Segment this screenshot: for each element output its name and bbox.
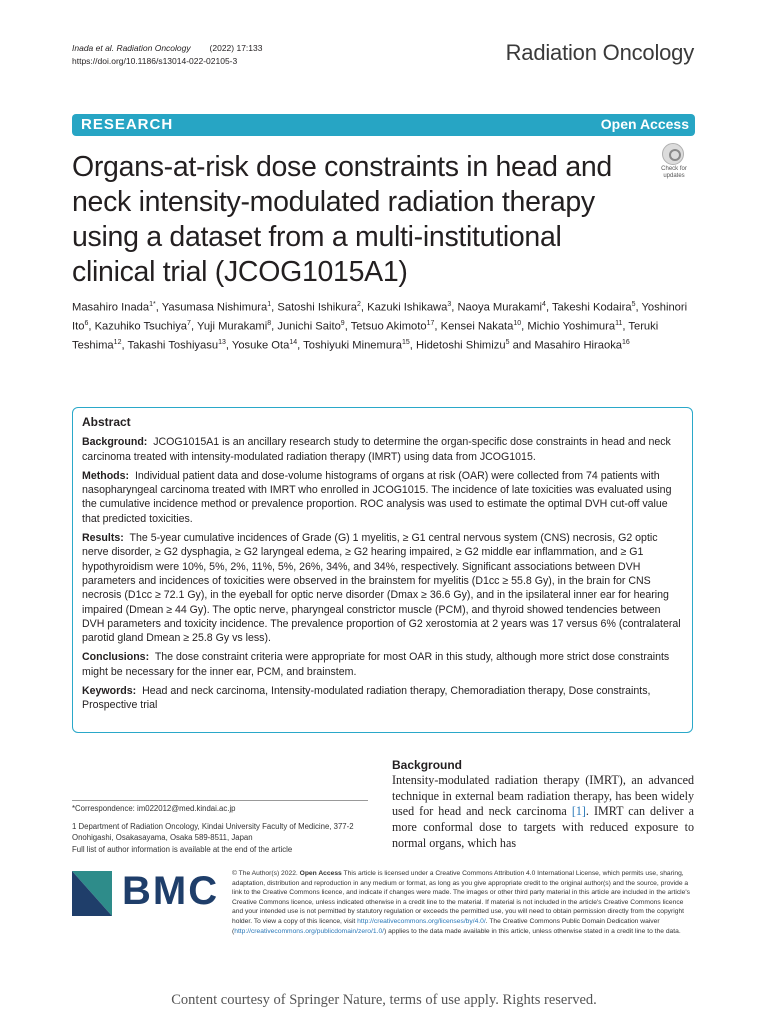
- abstract-section-text: The dose constraint criteria were appropriate for most OAR in this study, although more strict dose constraints might be necessary for the inner ear, PCM, and brainstem.: [82, 651, 670, 678]
- check-for-updates-label: Check for updates: [661, 166, 687, 179]
- citation-header: [72, 42, 262, 68]
- author-name[interactable]: Satoshi Ishikura: [277, 301, 357, 314]
- abstract-section-label: Background:: [82, 436, 148, 449]
- license-body: ) applies to the data made available in this article, unless otherwise stated in a credit line to the data.: [384, 927, 681, 935]
- author-name[interactable]: Takashi Toshiyasu: [127, 340, 219, 353]
- author-name[interactable]: Michio Yoshimura: [527, 320, 616, 333]
- author-affiliation-marker: 17: [426, 320, 435, 328]
- author-affiliation-marker: 6: [84, 320, 89, 328]
- correspondence-full-list: Full list of author information is available at the end of the article: [72, 844, 293, 854]
- citation-doi[interactable]: https://doi.org/10.1186/s13014-022-02105-3: [72, 56, 238, 66]
- author-list: Masahiro Inada$^{1*}$, Yasumasa Nishimura$^1$, Satoshi Ishikura$^2$, Kazuki Ishikawa$^3$, Naoya Murakami$^4$, Takeshi Kodaira$^5$, Yoshinori Ito$^6$, Kazuhiko Tsuchiya$^7$, Yuji Murakami$^8$, Junichi Saito$^9$, Tetsuo Akimoto$^{17}$, Kensei Nakata$^{10}$, Michio Yoshimura$^{11}$, Teruki Teshima$^{12}$, Takashi Toshiyasu$^{13}$, Yosuke Ota$^{14}$, Toshiyuki Minemura$^{15}$, Hidetoshi Shimizu$^5$ and Masahiro Hiraoka$^{16}$: [72, 301, 688, 353]
- author-affiliation-marker: 13: [218, 339, 226, 347]
- license-prefix: © The Author(s) 2022.: [232, 870, 298, 877]
- author-affiliation-marker: 14: [289, 339, 298, 347]
- author-name[interactable]: Yosuke Ota: [231, 340, 290, 353]
- author-name[interactable]: Masahiro Inada: [72, 301, 150, 314]
- correspondence-email[interactable]: *Correspondence: im022012@med.kindai.ac.jp: [72, 804, 236, 813]
- author-affiliation-marker: 4: [542, 301, 546, 308]
- abstract-section: [82, 435, 683, 464]
- author-affiliation-marker: 3: [447, 301, 452, 308]
- author-name[interactable]: Junichi Saito: [277, 320, 341, 333]
- author-affiliation-marker: 1*: [149, 301, 156, 308]
- license-body: . The Creative Commons Public Domain Dedication waiver (: [232, 917, 660, 935]
- author-affiliation-marker: 1: [267, 301, 272, 308]
- background-text-part: Intensity-modulated radiation therapy (IMRT), an advanced technique in external beam radiation therapy, has been widely used for head and neck carcinoma: [392, 773, 694, 819]
- abstract-section: [82, 650, 683, 679]
- author-name[interactable]: Takeshi Kodaira: [551, 301, 632, 314]
- author-name[interactable]: Kensei Nakata: [440, 320, 514, 333]
- bmc-logo-text: BMC: [122, 869, 220, 913]
- journal-name: Radiation Oncology: [505, 40, 694, 65]
- check-for-updates-button[interactable]: [653, 141, 695, 181]
- abstract-section-label: Keywords:: [82, 685, 137, 698]
- abstract-section-label: Conclusions:: [82, 651, 150, 664]
- correspondence-footnote: [72, 800, 368, 855]
- license-text: [232, 869, 694, 936]
- citation-authors: Inada et al.: [72, 43, 115, 53]
- abstract-section-label: Methods:: [82, 469, 130, 482]
- abstract-section: [82, 469, 683, 526]
- author-name[interactable]: Yasumasa Nishimura: [161, 301, 268, 314]
- author-name[interactable]: Hidetoshi Shimizu: [416, 340, 506, 353]
- abstract-heading: Abstract: [82, 415, 131, 429]
- author-name[interactable]: Teruki Teshima: [72, 320, 659, 353]
- author-name[interactable]: Kazuki Ishikawa: [367, 301, 448, 314]
- license-link[interactable]: http://creativecommons.org/publicdomain/zero/1.0/: [234, 927, 385, 935]
- author-affiliation-marker: 9: [340, 320, 345, 328]
- license-body: This article is licensed under a Creative Commons Attribution 4.0 International License, which permits use, sharing, adaptation, distribution and reproduction in any medium or format, as long as you give appropriate credit to the original author(s) and the source, provide a link to the Creative Commons licence, and indicate if changes were made. The images or other third party material in this article are included in the article's Creative Commons licence, unless indicated otherwise in a credit line to the material. If material is not included in the article's Creative Commons licence and your intended use is not permitted by statutory regulation or exceeds the permitted use, you will need to obtain permission directly from the copyright holder. To view a copy of this licence, visit: [232, 870, 690, 925]
- author-name[interactable]: Tetsuo Akimoto: [350, 320, 427, 333]
- author-affiliation-marker: 5: [505, 339, 510, 347]
- author-name[interactable]: Yuji Murakami: [196, 320, 268, 333]
- correspondence-affiliation: 1 Department of Radiation Oncology, Kindai University Faculty of Medicine, 377-2 Onohigashi, Osakasayama, Osaka 589-8511, Japan: [72, 821, 354, 842]
- abstract-section-label: Results:: [82, 532, 124, 545]
- author-name[interactable]: Toshiyuki Minemura: [303, 340, 402, 353]
- background-heading: Background: [392, 758, 463, 772]
- article-title: Organs-at-risk dose constraints in head and neck intensity-modulated radiation therapy using a dataset from a multi-institutional clinical trial (JCOG1015A1): [72, 151, 612, 288]
- citation-journal: Radiation Oncology: [116, 43, 191, 53]
- courtesy-footer: Content courtesy of Springer Nature, terms of use apply. Rights reserved.: [171, 992, 597, 1008]
- abstract-section-text: Head and neck carcinoma, Intensity-modulated radiation therapy, Chemoradiation therapy, Dose constraints, Prospective trial: [82, 685, 651, 712]
- reference-link[interactable]: [1]: [571, 804, 586, 819]
- author-affiliation-marker: 11: [615, 320, 623, 328]
- abstract-section-text: The 5-year cumulative incidences of Grade (G) 1 myelitis, ≥ G1 central nervous system (CNS) necrosis, G2 optic nerve disorder, ≥ G2 dysphagia, ≥ G2 laryngeal edema, ≥ G2 hearing impaired, ≥ G2 middle ear inflammation, and ≥ G1 hypothyroidism were 10%, 5%, 2%, 11%, 5%, 26%, 34%, and 34%, respectively. Significant associations between DVH parameters and incidences of toxicities were observed in the brainstem for myelitis (D1cc ≥ 55.8 Gy), in the brain for CNS necrosis (D1cc ≥ 72.1 Gy), in the eyeball for optic nerve disorder (Dmax ≥ 36.6 Gy), and in the ipsilateral inner ear for hearing impaired (Dmean ≥ 44 Gy). The optic nerve, pharyngeal constrictor muscle (PCM), and thyroid showed tendencies between DVH parameters and toxicity incidence. The prevalence proportion of G2 xerostomia at 2 years was 17 versus 6% (contralateral parotid gland Dmean ≥ 25.8 Gy vs less).: [82, 532, 681, 645]
- author-affiliation-marker: 7: [187, 320, 191, 328]
- author-affiliation-marker: 8: [267, 320, 272, 328]
- author-affiliation-marker: 12: [113, 339, 122, 347]
- author-affiliation-marker: 16: [622, 339, 630, 347]
- license-open-access: Open Access: [299, 870, 342, 877]
- abstract-section-text: JCOG1015A1 is an ancillary research study to determine the organ-specific dose constraints in head and neck carcinoma treated with intensity-modulated radiation therapy (IMRT) using data from JCOG1015.: [82, 436, 671, 463]
- author-name[interactable]: Yoshinori Ito: [72, 301, 688, 333]
- author-name[interactable]: Naoya Murakami: [457, 301, 543, 314]
- author-affiliation-marker: 15: [402, 339, 410, 347]
- section-bar: [72, 114, 695, 136]
- section-label: RESEARCH: [81, 116, 174, 133]
- check-for-updates-icon: [662, 143, 684, 165]
- author-name[interactable]: Masahiro Hiraoka: [534, 340, 623, 353]
- background-text: [392, 773, 694, 852]
- author-affiliation-marker: 5: [631, 301, 636, 308]
- abstract-section: [82, 684, 683, 713]
- author-affiliation-marker: 2: [357, 301, 361, 308]
- author-affiliation-marker: 10: [513, 320, 522, 328]
- license-link[interactable]: http://creativecommons.org/licenses/by/4.0/: [357, 917, 486, 925]
- abstract-section: [82, 531, 683, 645]
- citation-year-volume: (2022) 17:133: [209, 43, 263, 53]
- abstract-section-text: Individual patient data and dose-volume histograms of organs at risk (OAR) were collected from 74 patients with nasopharyngeal carcinoma treated with IMRT who enrolled in JCOG1015. The incidence of late toxicities was evaluated using the cumulative incidence method or prevalence proportion. ROC analysis was used to estimate the optimal DVH cut-off value that predicted toxicities.: [82, 469, 672, 525]
- open-access-label: Open Access: [600, 116, 689, 132]
- background-text-part: . IMRT can deliver a more conformal dose to targets with reduced exposure to normal organs, which has: [392, 804, 694, 850]
- author-name[interactable]: Kazuhiko Tsuchiya: [94, 320, 188, 333]
- abstract-box: [72, 407, 693, 733]
